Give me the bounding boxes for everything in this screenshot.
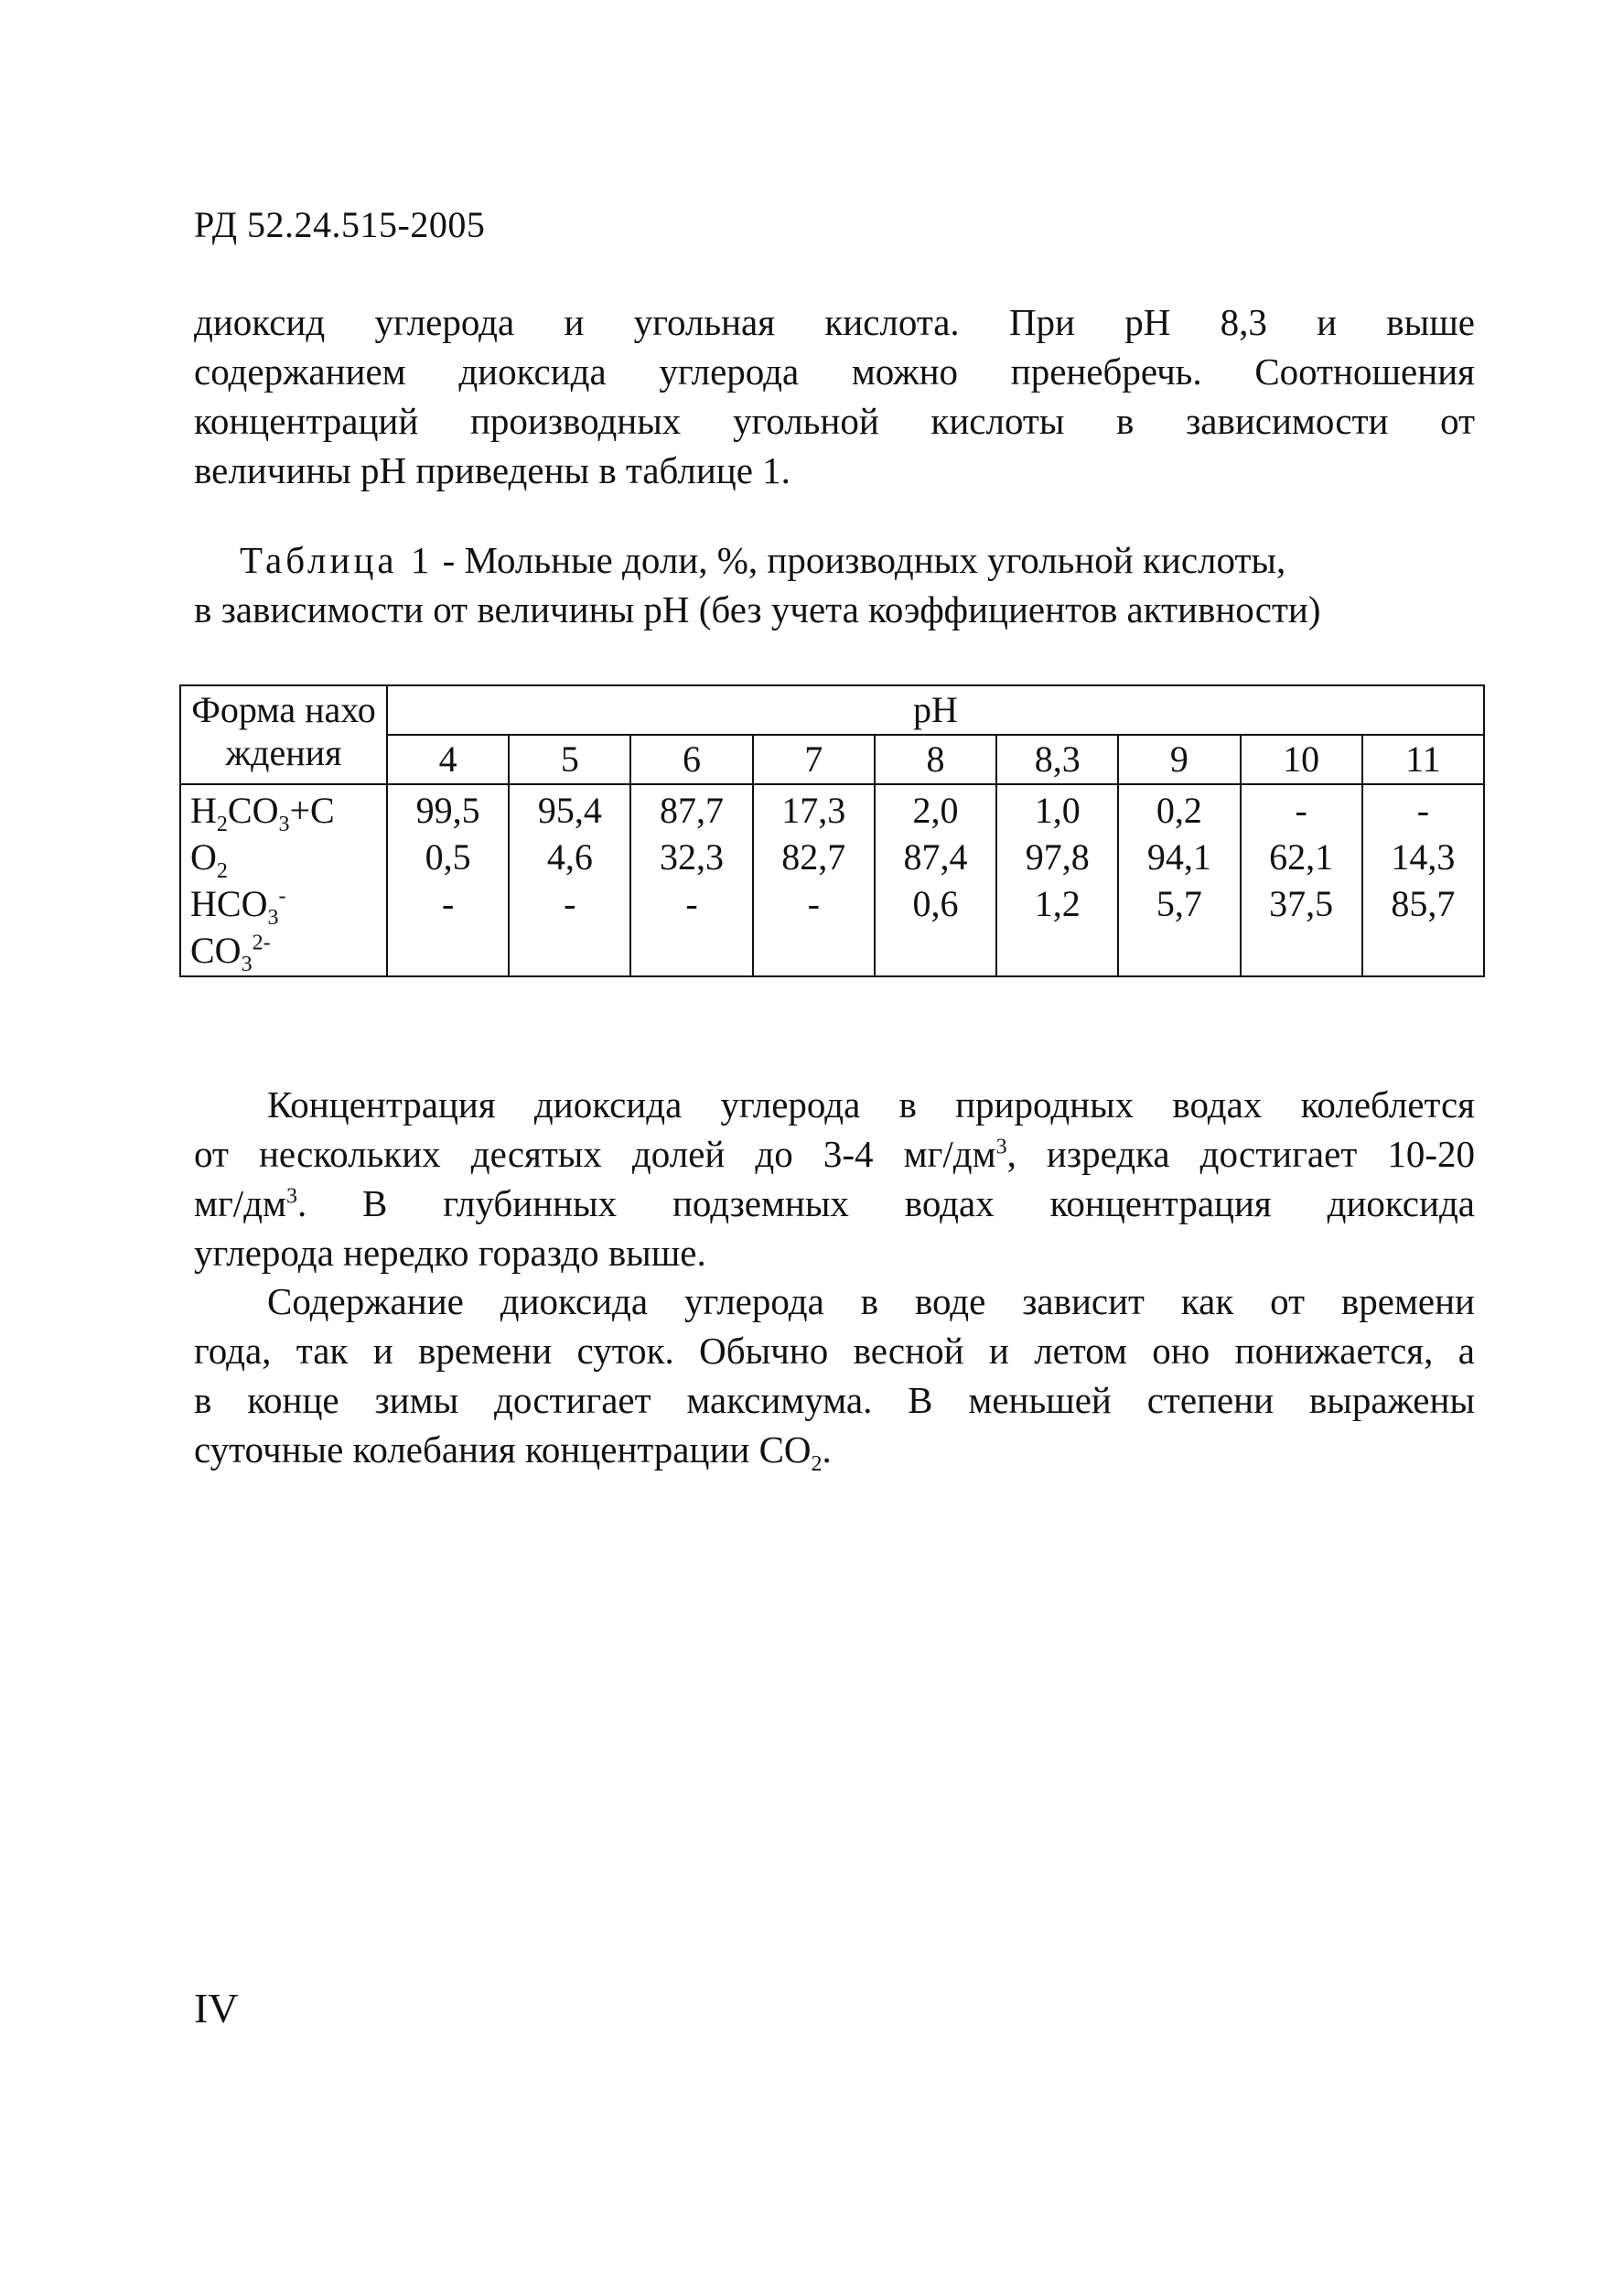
table-label: Таблица 1 <box>240 539 434 581</box>
text-line: Содержание диоксида углерода в воде зависит как от времени <box>267 1280 1475 1322</box>
text-line: Концентрация диоксида углерода в природных водах колеблется <box>267 1083 1475 1126</box>
ph-value: 8,3 <box>996 735 1118 784</box>
ph-value: 7 <box>753 735 875 784</box>
value-cell: 87,7 32,3 - <box>630 784 752 976</box>
form-column-header <box>180 685 387 784</box>
text-line: в конце зимы достигает максимума. В меньшей степени выражены <box>194 1379 1475 1421</box>
form-line: $CO_3^{2-}$ <box>190 930 271 976</box>
value-cell: 2,0 87,4 0,6 <box>875 784 996 976</box>
value-cell: - 62,1 37,5 <box>1241 784 1362 976</box>
value-cell: 0,2 94,1 5,7 <box>1118 784 1240 976</box>
ph-value: 4 <box>387 735 509 784</box>
table-caption <box>194 535 1475 634</box>
intro-paragraph <box>194 297 1475 495</box>
document-code: РД 52.24.515-2005 <box>194 204 486 245</box>
page-number: IV <box>194 1985 239 2031</box>
value-cell: 17,3 82,7 - <box>753 784 875 976</box>
value-cell: - 14,3 85,7 <box>1362 784 1484 976</box>
value-cell: 99,5 0,5 - <box>387 784 509 976</box>
text-line: $мг/дм^3$. В глубинных подземных водах концентрация диоксида <box>194 1182 1475 1224</box>
form-line: $H_2CO_3+C$ <box>190 790 335 836</box>
ph-column-header: рН <box>387 685 1484 735</box>
table-caption-text: - Мольные доли, %, производных угольной кислоты, <box>433 539 1286 581</box>
ph-value: 11 <box>1362 735 1484 784</box>
ph-value: 5 <box>509 735 630 784</box>
text-line: величины рН приведены в таблице 1. <box>194 449 790 491</box>
form-header-text: Форма нахождения <box>191 689 376 773</box>
text-line: суточные колебания концентрации $CO_2$. <box>194 1428 832 1477</box>
ph-value: 10 <box>1241 735 1362 784</box>
ph-value: 8 <box>875 735 996 784</box>
text-line: от нескольких десятых долей до 3-4 $мг/дм^3$, изредка достигает 10-20 <box>194 1133 1475 1175</box>
table-caption-line2: в зависимости от величины рН (без учета коэффициентов активности) <box>194 588 1321 630</box>
text-line: содержанием диоксида углерода можно пренебречь. Соотношения <box>194 350 1475 393</box>
seasonal-paragraph <box>194 1277 1475 1477</box>
form-line: $O_2$ <box>190 836 228 883</box>
data-table <box>179 684 1485 977</box>
table-data-row <box>180 784 1484 976</box>
value-cell: 95,4 4,6 - <box>509 784 630 976</box>
form-line: $HCO_3^-$ <box>190 883 286 930</box>
value-cell: 1,0 97,8 1,2 <box>996 784 1118 976</box>
concentration-paragraph <box>194 1080 1475 1277</box>
text-line: года, так и времени суток. Обычно весной и летом оно понижается, а <box>194 1330 1475 1372</box>
text-line: диоксид углерода и угольная кислота. При рН 8,3 и выше <box>194 301 1475 343</box>
ph-value: 6 <box>630 735 752 784</box>
text-line: углерода нередко гораздо выше. <box>194 1232 706 1274</box>
text-line: концентраций производных угольной кислоты в зависимости от <box>194 400 1475 442</box>
ph-value: 9 <box>1118 735 1240 784</box>
table-header-row <box>180 685 1484 735</box>
form-names-cell <box>180 784 387 976</box>
